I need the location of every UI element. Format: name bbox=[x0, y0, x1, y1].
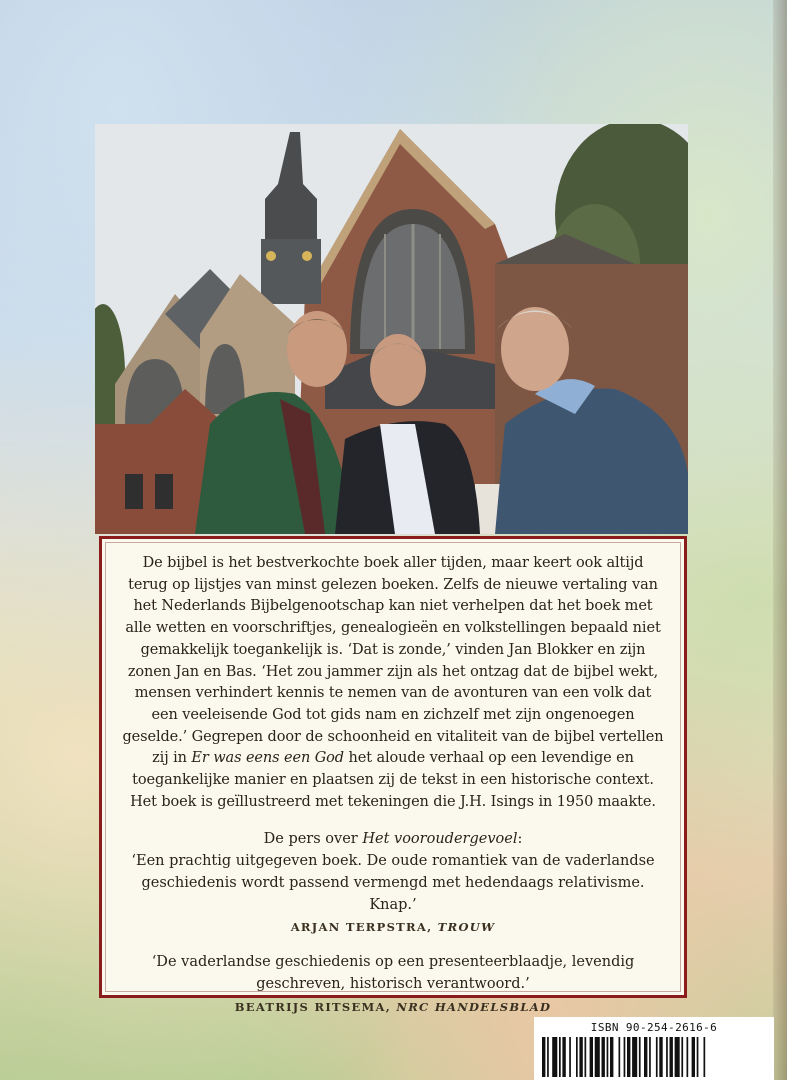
description-text-end: het aloude verhaal op een levendige en toegankelijke manier en plaatsen zij de tekst in een historische context. Het boek is geïllustreerd met tekeningen die J.H. Isings in 1950 maakte. bbox=[130, 750, 656, 810]
attribution-1-name: ARJAN TERPSTRA, bbox=[290, 920, 433, 935]
press-intro: De pers over bbox=[263, 831, 358, 848]
description-panel bbox=[99, 536, 687, 1014]
isbn-barcode-label bbox=[534, 1017, 774, 1080]
press-book-title: Het vooroudergevoel bbox=[362, 831, 518, 848]
press-quote-2: ‘De vaderlandse geschiedenis op een presenteerblaadje, levendig geschreven, historisch verantwoord.’ bbox=[151, 954, 635, 992]
press-quote-1: ‘Een prachtig uitgegeven boek. De oude romantiek van de vaderlandse geschiedenis wordt passend vermengd met hedendaags relativisme. Knap.’ bbox=[131, 853, 655, 913]
cover-photo bbox=[95, 124, 688, 534]
attribution-2-source: NRC HANDELSBLAD bbox=[396, 999, 552, 1014]
church-scene bbox=[95, 124, 688, 534]
description-text: De bijbel is het bestverkochte boek aller tijden, maar keert ook altijd terug op lijstjes van minst gelezen boeken. Zelfs de nieuwe vertaling van het Nederlands Bijbelgenootschap kan niet verhelpen dat het boek met alle wetten en voorschriftjes, genealogieën en volkstellingen bepaald niet gemakkelijk toegankelijk is. ‘Dat is zonde,’ vinden Jan Blokker en zijn zonen Jan en Bas. ‘Het zou jammer zijn als het ontzag dat de bijbel wekt, mensen verhindert kennis te nemen van de avonturen van een volk dat een veeleisende God tot gids nam en zichzelf met zijn ongenoegen geselde.’ Gegrepen door de schoonheid en vitaliteit van de bijbel vertellen zij in bbox=[122, 555, 664, 767]
attribution-1-source: TROUW bbox=[437, 920, 496, 935]
press-colon: : bbox=[517, 831, 523, 848]
barcode-icon bbox=[542, 1037, 766, 1077]
spine-edge bbox=[773, 0, 787, 1080]
description-paragraph bbox=[122, 553, 664, 813]
press-heading bbox=[122, 829, 664, 851]
press-attribution-1 bbox=[122, 920, 664, 934]
book-title: Er was eens een God bbox=[191, 750, 344, 767]
isbn-number: ISBN 90-254-2616-6 bbox=[590, 1021, 718, 1034]
attribution-2-name: BEATRIJS RITSEMA, bbox=[234, 999, 392, 1014]
press-attribution-2 bbox=[122, 1000, 664, 1014]
